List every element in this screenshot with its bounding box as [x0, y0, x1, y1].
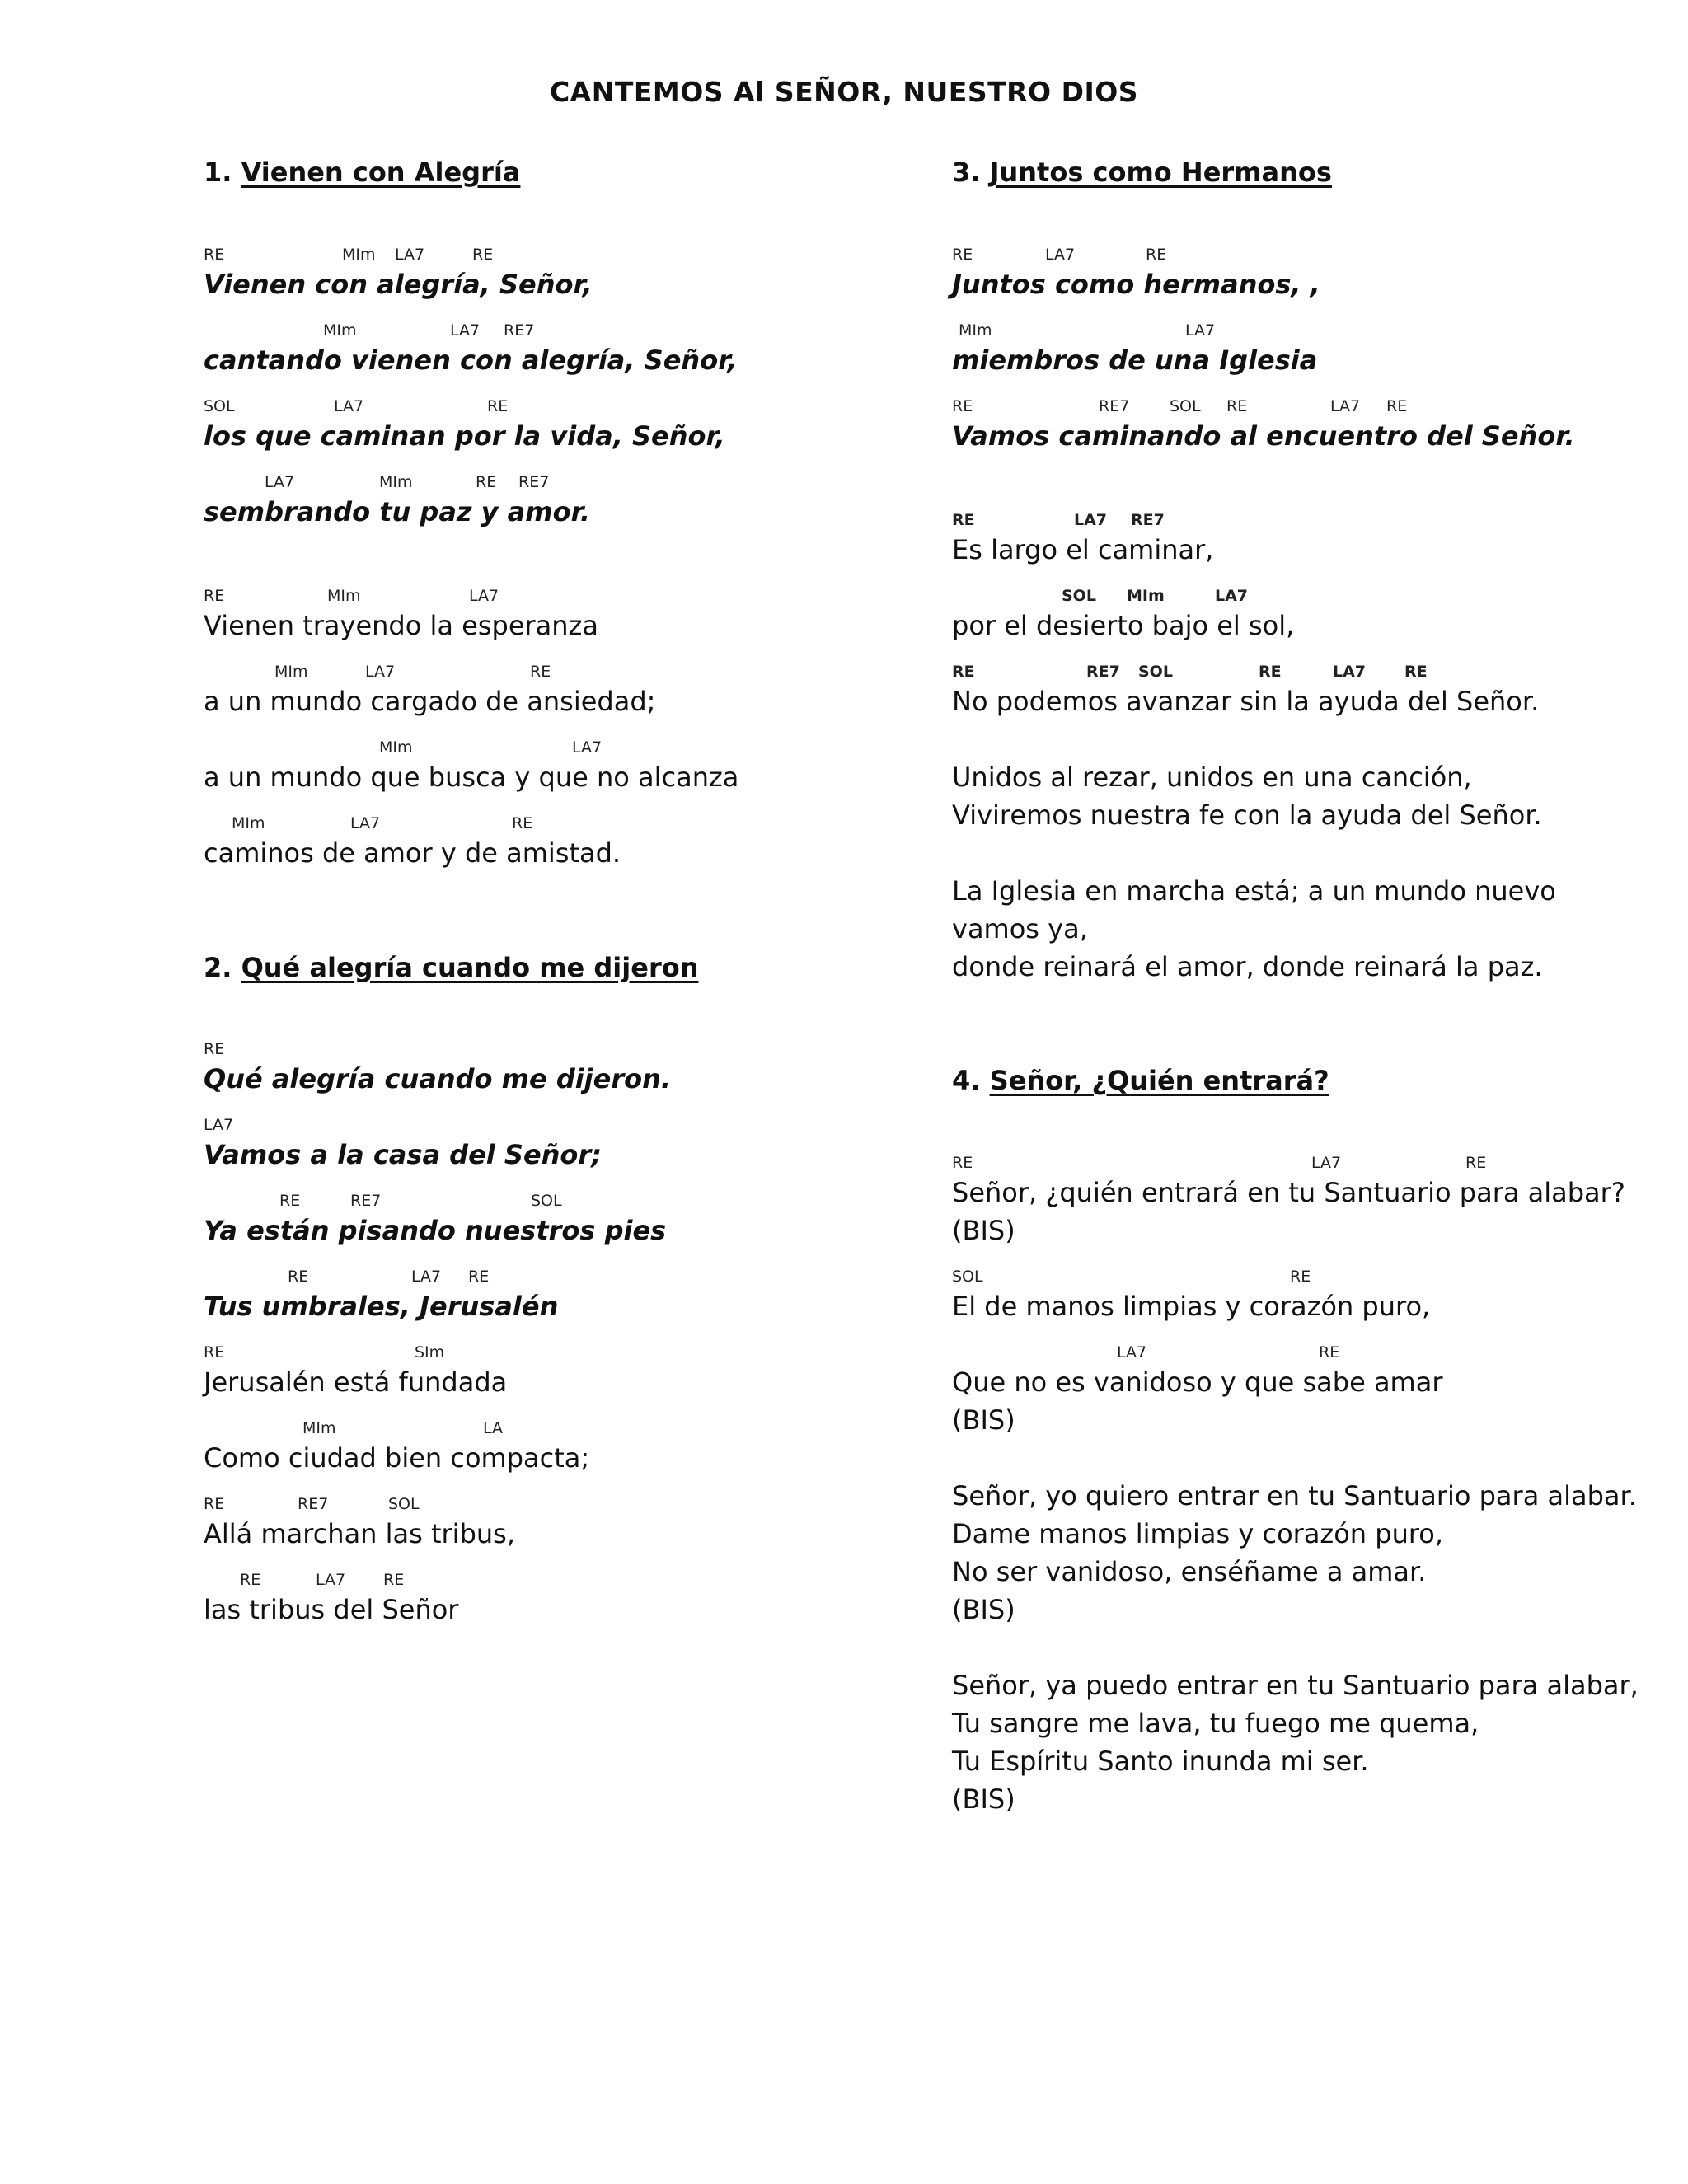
chord: RE7: [1131, 511, 1165, 529]
chord: RE: [383, 1571, 405, 1589]
chord: LA7: [411, 1268, 442, 1286]
chord: RE: [952, 663, 975, 681]
chord: LA: [483, 1419, 504, 1437]
chord: RE: [952, 511, 975, 529]
chord: RE: [512, 814, 533, 832]
chord: RE: [1386, 397, 1408, 415]
lyric-line: (BIS): [952, 1783, 1015, 1815]
chord: LA7: [1117, 1343, 1147, 1361]
chord: SIm: [415, 1343, 445, 1361]
chord: RE: [1226, 397, 1248, 415]
chord: LA7: [1215, 587, 1249, 605]
chord: RE: [1404, 663, 1428, 681]
lyric-line: sembrando tu paz y amor.: [204, 496, 590, 527]
song-number: 2.: [204, 952, 232, 983]
chord: SOL: [952, 1268, 983, 1286]
lyric-line: Viviremos nuestra fe con la ayuda del Señor.: [952, 799, 1542, 831]
song-heading: [952, 157, 1332, 188]
chord: LA7: [204, 1116, 234, 1134]
chord: RE: [487, 397, 509, 415]
chord: SOL: [1170, 397, 1201, 415]
chord: MIm: [327, 587, 361, 605]
song-title: Señor, ¿Quién entrará?: [989, 1065, 1329, 1096]
chord: LA7: [1074, 511, 1108, 529]
chord: LA7: [1185, 321, 1216, 340]
lyric-line: Unidos al rezar, unidos en una canción,: [952, 762, 1472, 793]
lyric-line: Señor, ya puedo entrar en tu Santuario para alabar,: [952, 1670, 1639, 1701]
chord: MIm: [232, 814, 265, 832]
song-number: 1.: [204, 157, 232, 188]
song-heading: [204, 952, 698, 983]
lyric-line: No podemos avanzar sin la ayuda del Señor.: [952, 686, 1540, 717]
chord: RE: [204, 1040, 225, 1058]
chord: RE7: [1086, 663, 1120, 681]
chord: RE7: [298, 1495, 329, 1513]
chord: RE: [530, 663, 551, 681]
chord: MIm: [323, 321, 357, 340]
chord: RE: [1290, 1268, 1311, 1286]
lyric-line: No ser vanidoso, enséñame a amar.: [952, 1556, 1427, 1587]
chord: LA7: [450, 321, 481, 340]
lyric-line: caminos de amor y de amistad.: [204, 837, 621, 869]
lyric-line: Ya están pisando nuestros pies: [204, 1215, 667, 1246]
chord: RE: [468, 1268, 490, 1286]
lyric-line: Que no es vanidoso y que sabe amar: [952, 1366, 1443, 1398]
chord: SOL: [1138, 663, 1173, 681]
chord: SOL: [1062, 587, 1096, 605]
song-title: Vienen con Alegría: [241, 157, 521, 188]
chord: LA7: [1333, 663, 1367, 681]
lyric-line: Qué alegría cuando me dijeron.: [204, 1063, 672, 1094]
chord: RE: [1146, 246, 1167, 264]
chord: RE: [1465, 1154, 1487, 1172]
chord: RE: [204, 1495, 225, 1513]
lyric-line: a un mundo que busca y que no alcanza: [204, 762, 739, 793]
chord: RE: [240, 1571, 261, 1589]
lyric-line: los que caminan por la vida, Señor,: [204, 420, 725, 452]
lyric-line: vamos ya,: [952, 913, 1088, 944]
chord: RE7: [350, 1192, 382, 1210]
chord: RE7: [504, 321, 535, 340]
lyric-line: donde reinará el amor, donde reinará la paz.: [952, 951, 1543, 982]
lyric-line: Juntos como hermanos, ,: [952, 269, 1320, 300]
chord: SOL: [204, 397, 235, 415]
chord: MIm: [342, 246, 376, 264]
chord: MIm: [302, 1419, 336, 1437]
chord: LA7: [572, 738, 603, 757]
chord: RE: [472, 246, 494, 264]
lyric-line: (BIS): [952, 1404, 1015, 1436]
chord: LA7: [469, 587, 499, 605]
lyric-line: Tu Espíritu Santo inunda mi ser.: [952, 1746, 1369, 1777]
chord: LA7: [365, 663, 396, 681]
lyric-line: Jerusalén está fundada: [204, 1366, 508, 1398]
chord: MIm: [379, 473, 413, 491]
chord: LA7: [334, 397, 364, 415]
lyric-line: Dame manos limpias y corazón puro,: [952, 1518, 1444, 1549]
chord: RE: [279, 1192, 301, 1210]
lyric-line: cantando vienen con alegría, Señor,: [204, 344, 738, 376]
chord: MIm: [959, 321, 992, 340]
lyric-line: Vamos caminando al encuentro del Señor.: [952, 420, 1575, 452]
lyric-line: Como ciudad bien compacta;: [204, 1442, 590, 1474]
chord: RE: [204, 587, 225, 605]
chord: RE: [1259, 663, 1282, 681]
song-heading: [204, 157, 520, 188]
chord: MIm: [274, 663, 308, 681]
chord: LA7: [1045, 246, 1076, 264]
chord: RE: [952, 1154, 973, 1172]
chord: RE: [476, 473, 497, 491]
lyric-line: Vamos a la casa del Señor;: [204, 1139, 602, 1170]
chord: LA7: [395, 246, 425, 264]
lyric-line: Tu sangre me lava, tu fuego me quema,: [952, 1708, 1479, 1739]
chord: MIm: [379, 738, 413, 757]
lyric-line: El de manos limpias y corazón puro,: [952, 1291, 1431, 1322]
song-number: 3.: [952, 157, 981, 188]
chord: RE7: [1099, 397, 1130, 415]
lyric-line: a un mundo cargado de ansiedad;: [204, 686, 656, 717]
chord: SOL: [531, 1192, 562, 1210]
chord: SOL: [388, 1495, 420, 1513]
page-title: CANTEMOS Al SEÑOR, NUESTRO DIOS: [549, 76, 1139, 108]
chord: MIm: [1127, 587, 1165, 605]
lyric-line: Vienen con alegría, Señor,: [204, 269, 593, 300]
chord: RE7: [518, 473, 550, 491]
chord: LA7: [265, 473, 295, 491]
lyric-line: Es largo el caminar,: [952, 534, 1214, 565]
lyric-line: miembros de una Iglesia: [952, 344, 1318, 376]
chord: RE: [952, 397, 973, 415]
chord: RE: [204, 1343, 225, 1361]
song-title: Juntos como Hermanos: [989, 157, 1332, 188]
chord: RE: [1319, 1343, 1340, 1361]
lyric-line: Vienen trayendo la esperanza: [204, 610, 598, 641]
chord: LA7: [1311, 1154, 1342, 1172]
song-number: 4.: [952, 1065, 981, 1096]
lyric-line: (BIS): [952, 1215, 1015, 1246]
chord: RE: [288, 1268, 309, 1286]
chord: RE: [204, 246, 225, 264]
lyric-line: Allá marchan las tribus,: [204, 1518, 515, 1549]
chord: LA7: [1330, 397, 1361, 415]
lyric-line: Señor, yo quiero entrar en tu Santuario para alabar.: [952, 1480, 1637, 1511]
chord: RE: [952, 246, 973, 264]
song-title: Qué alegría cuando me dijeron: [241, 952, 699, 983]
lyric-line: las tribus del Señor: [204, 1594, 459, 1625]
song-heading: [952, 1065, 1329, 1096]
chord: LA7: [316, 1571, 346, 1589]
lyric-line: La Iglesia en marcha está; a un mundo nuevo: [952, 875, 1556, 907]
lyric-line: Tus umbrales, Jerusalén: [204, 1291, 559, 1322]
lyric-line: Señor, ¿quién entrará en tu Santuario para alabar?: [952, 1177, 1625, 1208]
chord: LA7: [350, 814, 381, 832]
lyric-line: por el desierto bajo el sol,: [952, 610, 1295, 641]
lyric-line: (BIS): [952, 1594, 1015, 1625]
